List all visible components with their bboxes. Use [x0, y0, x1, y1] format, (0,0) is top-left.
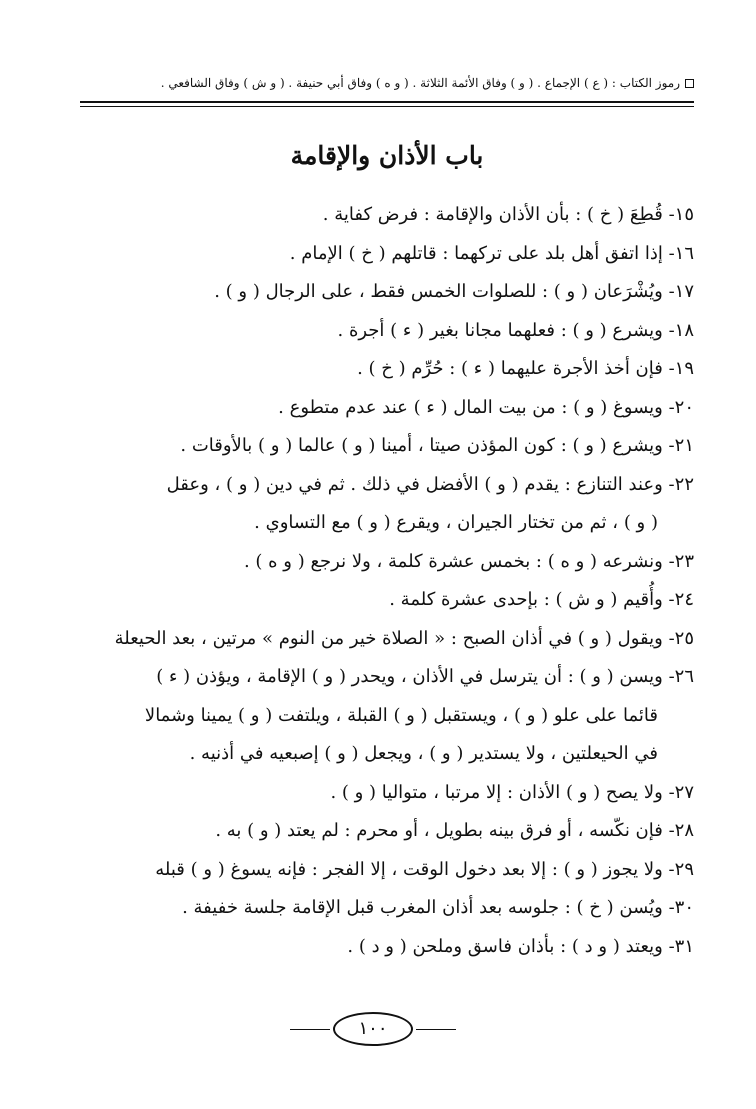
text-line: ١٥- قُطِعَ ( خ ) : بأن الأذان والإقامة : فرض كفاية .: [322, 204, 694, 225]
chapter-title: باب الأذان والإقامة: [290, 141, 484, 170]
text-line: ٢٨- فإن نكّسه ، أو فرق بينه بطويل ، أو محرم : لم يعتد ( و ) به .: [215, 820, 694, 841]
text-line: ١٦- إذا اتفق أهل بلد على تركهما : قاتلهم ( خ ) الإمام .: [289, 242, 694, 264]
header-rule-thin: [80, 106, 694, 107]
text-line: ١٨- ويشرع ( و ) : فعلهما مجانا بغير ( ء ) أجرة .: [337, 319, 694, 341]
text-line: ٢٦- ويسن ( و ) : أن يترسل في الأذان ، ويحدر ( و ) الإقامة ، ويؤذن ( ء ): [156, 666, 694, 687]
text-line: ٣٠- ويُسن ( خ ) : جلوسه بعد أذان المغرب قبل الإقامة جلسة خفيفة .: [182, 897, 694, 918]
square-bullet-icon: [685, 79, 694, 88]
text-line: ٣١- ويعتد ( و د ) : بأذان فاسق وملحن ( و د ) .: [347, 935, 694, 957]
text-line: ١٩- فإن أخذ الأجرة عليهما ( ء ) : حُرِّم ( خ ) .: [357, 358, 694, 379]
page-number-rule-left: [290, 1029, 330, 1030]
text-line: ٢١- ويشرع ( و ) : كون المؤذن صيتا ، أمينا ( و ) عالما ( و ) بالأوقات .: [180, 435, 694, 456]
text-line: ٢٧- ولا يصح ( و ) الأذان : إلا مرتبا ، متواليا ( و ) .: [330, 781, 694, 803]
page-number-rule-right: [416, 1029, 456, 1030]
text-line-continuation: في الحيعلتين ، ولا يستدير ( و ) ، ويجعل ( و ) إصبعيه في أذنيه .: [189, 743, 658, 764]
page-number: ١٠٠: [333, 1012, 413, 1046]
text-line: ٢٤- وأُقيم ( و ش ) : بإحدى عشرة كلمة .: [389, 589, 694, 610]
text-line: ٢٢- وعند التنازع : يقدم ( و ) الأفضل في ذلك . ثم في دين ( و ) ، وعقل: [166, 473, 694, 495]
text-line: ٢٥- ويقول ( و ) في أذان الصبح : « الصلاة خير من النوم » مرتين ، بعد الحيعلة: [114, 627, 694, 649]
text-line: ٢٩- ولا يجوز ( و ) : إلا بعد دخول الوقت ، إلا الفجر : فإنه يسوغ ( و ) قبله: [155, 858, 694, 880]
text-line-continuation: ( و ) ، ثم من تختار الجيران ، ويقرع ( و ) مع التساوي .: [254, 512, 658, 533]
text-line: ٢٣- ونشرعه ( و ه ) : بخمس عشرة كلمة ، ولا نرجع ( و ه ) .: [243, 550, 694, 572]
text-line: ٢٠- ويسوغ ( و ) : من بيت المال ( ء ) عند عدم متطوع .: [278, 396, 694, 418]
text-line: ١٧- ويُشْرَعان ( و ) : للصلوات الخمس فقط ، على الرجال ( و ) .: [214, 281, 694, 302]
text-body: [82, 196, 694, 966]
symbols-legend-text: رموز الكتاب : ( ع ) الإجماع . ( و ) وفاق الأئمة الثلاثة . ( و ه ) وفاق أبي حنيفة . ( و ش ) وفاق الشافعي .: [160, 76, 680, 90]
text-line-continuation: قائما على علو ( و ) ، ويستقبل ( و ) القبلة ، ويلتفت ( و ) يمينا وشمالا: [144, 704, 658, 726]
header-rule-thick: [80, 101, 694, 103]
symbols-legend-header: [80, 68, 694, 98]
